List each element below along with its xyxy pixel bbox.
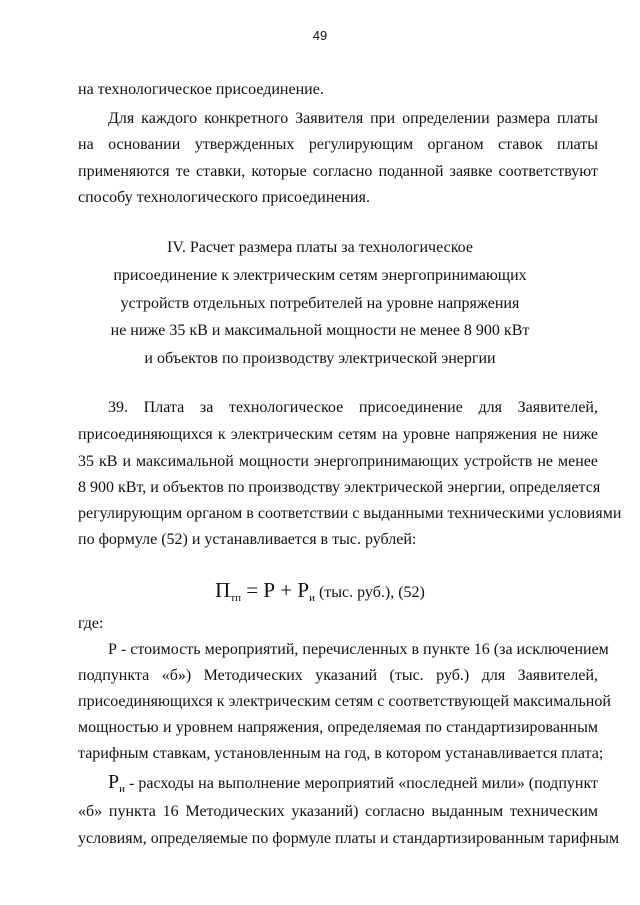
paragraph-line: 35 кВ и максимальной мощности энергопринимающих устройств не менее	[78, 453, 598, 470]
paragraph-line: «б» пункта 16 Методических указаний) согласно выданным техническим	[78, 803, 598, 820]
symbol-p-subscript: и	[119, 783, 126, 795]
section-heading-line: устройств отдельных потребителей на уровне напряжения	[120, 295, 520, 312]
paragraph-line: мощностью и уровнем напряжения, определяемая по стандартизированным	[78, 719, 598, 736]
paragraph-line: по формуле (52) и устанавливается в тыс. рублей:	[78, 531, 417, 548]
paragraph-line: Р - стоимость мероприятий, перечисленных в пункте 16 (за исключением	[108, 641, 609, 658]
paragraph-line: способу технологического присоединения.	[78, 189, 370, 206]
section-heading-line: не ниже 35 кВ и максимальной мощности не менее 8 900 кВт	[110, 322, 530, 339]
formula-52	[0, 578, 640, 604]
formula-lhs-subscript: тп	[230, 592, 242, 604]
paragraph-line: Для каждого конкретного Заявителя при определении размера платы	[108, 110, 598, 127]
paragraph-line: присоединяющихся к электрическим сетям на уровне напряжения не ниже	[78, 426, 598, 443]
formula-equation: = Р + Р	[241, 578, 310, 602]
definition-pi-text: - расходы на выполнение мероприятий «последней мили» (подпункт	[125, 775, 598, 792]
paragraph-line: на основании утвержденных регулирующим органом ставок платы	[78, 136, 598, 153]
paragraph-line: применяются те ставки, которые согласно поданной заявке соответствуют	[78, 163, 598, 180]
section-heading-line: присоединение к электрическим сетям энергопринимающих	[113, 267, 527, 284]
definition-pi-line	[108, 772, 598, 799]
where-label: где:	[78, 615, 104, 632]
paragraph-line: 8 900 кВт, и объектов по производству электрической энергии, определяется	[78, 479, 601, 496]
formula-tail: (тыс. руб.), (52)	[314, 584, 425, 601]
formula-rhs-subscript: и	[309, 592, 315, 604]
paragraph-line: присоединяющихся к электрическим сетям с соответствующей максимальной	[78, 693, 611, 710]
paragraph-line: регулирующим органом в соответствии с выданными техническими условиями	[78, 505, 622, 522]
section-heading-line: и объектов по производству электрической энергии	[144, 350, 496, 367]
paragraph-line: 39. Плата за технологическое присоединение для Заявителей,	[108, 399, 598, 416]
page-number: 49	[312, 28, 328, 43]
paragraph-line: условиям, определяемые по формуле платы и стандартизированным тарифным	[78, 830, 620, 847]
paragraph-continuation: на технологическое присоединение.	[78, 81, 324, 98]
section-heading-line: IV. Расчет размера платы за технологическое	[167, 239, 473, 256]
paragraph-line: подпункта «б») Методических указаний (тыс. руб.) для Заявителей,	[78, 667, 598, 684]
paragraph-line: тарифным ставкам, установленным на год, в котором устанавливается плата;	[78, 745, 604, 762]
symbol-p: Р	[108, 771, 120, 793]
formula-lhs: П	[215, 578, 231, 602]
